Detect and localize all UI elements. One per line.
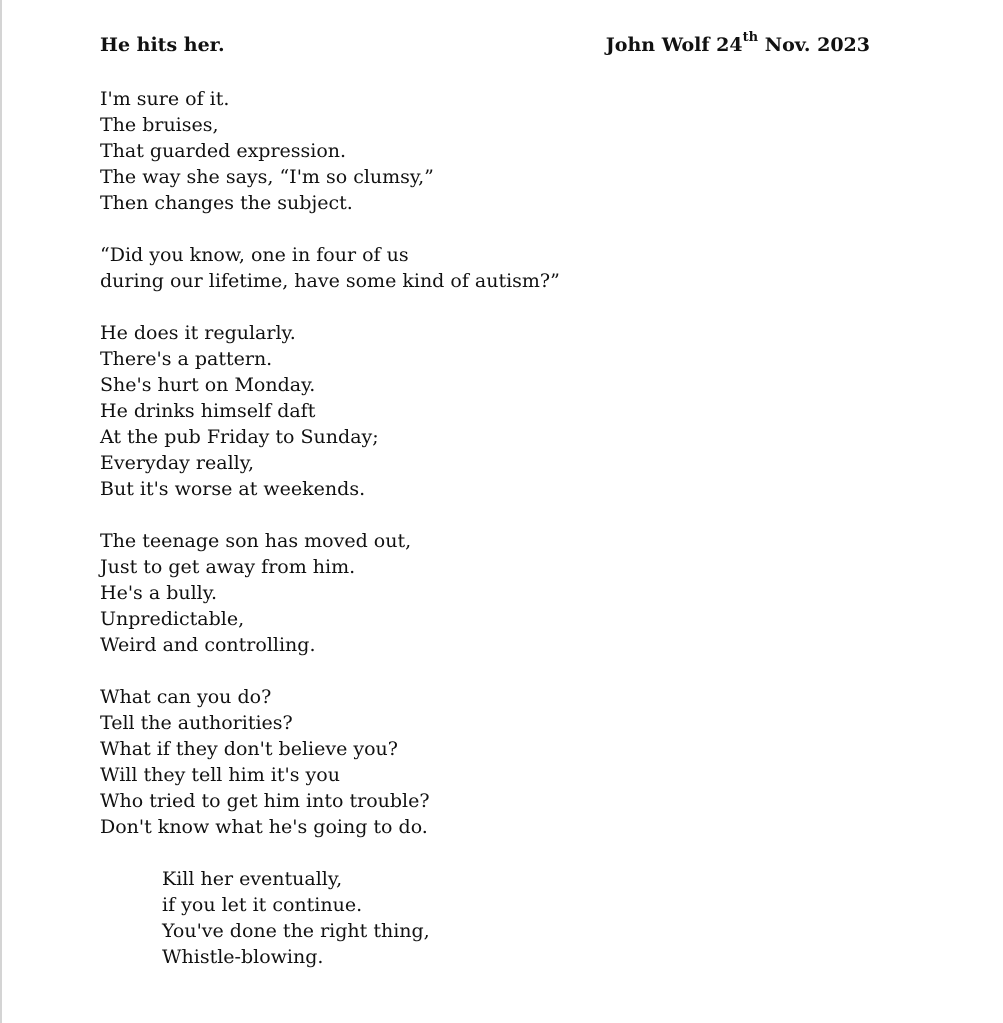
poem-stanza bbox=[100, 528, 875, 658]
poem-line: He's a bully. bbox=[100, 582, 217, 604]
poem-stanza bbox=[100, 866, 875, 970]
poem-line: The teenage son has moved out, bbox=[100, 530, 412, 552]
month-year: Nov. 2023 bbox=[758, 34, 870, 56]
document-header bbox=[100, 30, 875, 64]
poem-line: during our lifetime, have some kind of autism?” bbox=[100, 270, 560, 292]
poem-line: Everyday really, bbox=[100, 452, 254, 474]
poem-body bbox=[100, 86, 875, 970]
document-page bbox=[100, 30, 875, 996]
poem-line: Just to get away from him. bbox=[100, 556, 356, 578]
poem-line: Unpredictable, bbox=[100, 608, 245, 630]
poem-stanza bbox=[100, 242, 875, 294]
poem-line: What can you do? bbox=[100, 686, 272, 708]
poem-stanza bbox=[100, 86, 875, 216]
poem-line: The bruises, bbox=[100, 114, 219, 136]
poem-line: That guarded expression. bbox=[100, 140, 347, 162]
poem-stanza bbox=[100, 320, 875, 502]
poem-line: Who tried to get him into trouble? bbox=[100, 790, 430, 812]
day-ordinal-suffix: th bbox=[742, 30, 759, 45]
poem-line: The way she says, “I'm so clumsy,” bbox=[100, 166, 434, 188]
poem-stanza bbox=[100, 684, 875, 840]
poem-line: if you let it continue. bbox=[162, 894, 363, 916]
poem-line: I'm sure of it. bbox=[100, 88, 230, 110]
author-date-byline bbox=[605, 30, 870, 56]
poem-line: He drinks himself daft bbox=[100, 400, 316, 422]
poem-line: Then changes the subject. bbox=[100, 192, 353, 214]
poem-line: Will they tell him it's you bbox=[100, 764, 340, 786]
page-edge-rule bbox=[0, 0, 2, 1023]
poem-line: Tell the authorities? bbox=[100, 712, 293, 734]
poem-line: You've done the right thing, bbox=[162, 920, 430, 942]
author-name-day: John Wolf 24 bbox=[605, 34, 743, 56]
poem-line: She's hurt on Monday. bbox=[100, 374, 316, 396]
poem-line: What if they don't believe you? bbox=[100, 738, 398, 760]
poem-line: At the pub Friday to Sunday; bbox=[100, 426, 379, 448]
poem-title: He hits her. bbox=[100, 34, 225, 56]
poem-line: Whistle-blowing. bbox=[162, 946, 324, 968]
poem-line: But it's worse at weekends. bbox=[100, 478, 366, 500]
poem-line: He does it regularly. bbox=[100, 322, 296, 344]
poem-line: “Did you know, one in four of us bbox=[100, 244, 409, 266]
poem-line: Kill her eventually, bbox=[162, 868, 343, 890]
poem-line: Don't know what he's going to do. bbox=[100, 816, 428, 838]
poem-line: There's a pattern. bbox=[100, 348, 273, 370]
poem-line: Weird and controlling. bbox=[100, 634, 316, 656]
